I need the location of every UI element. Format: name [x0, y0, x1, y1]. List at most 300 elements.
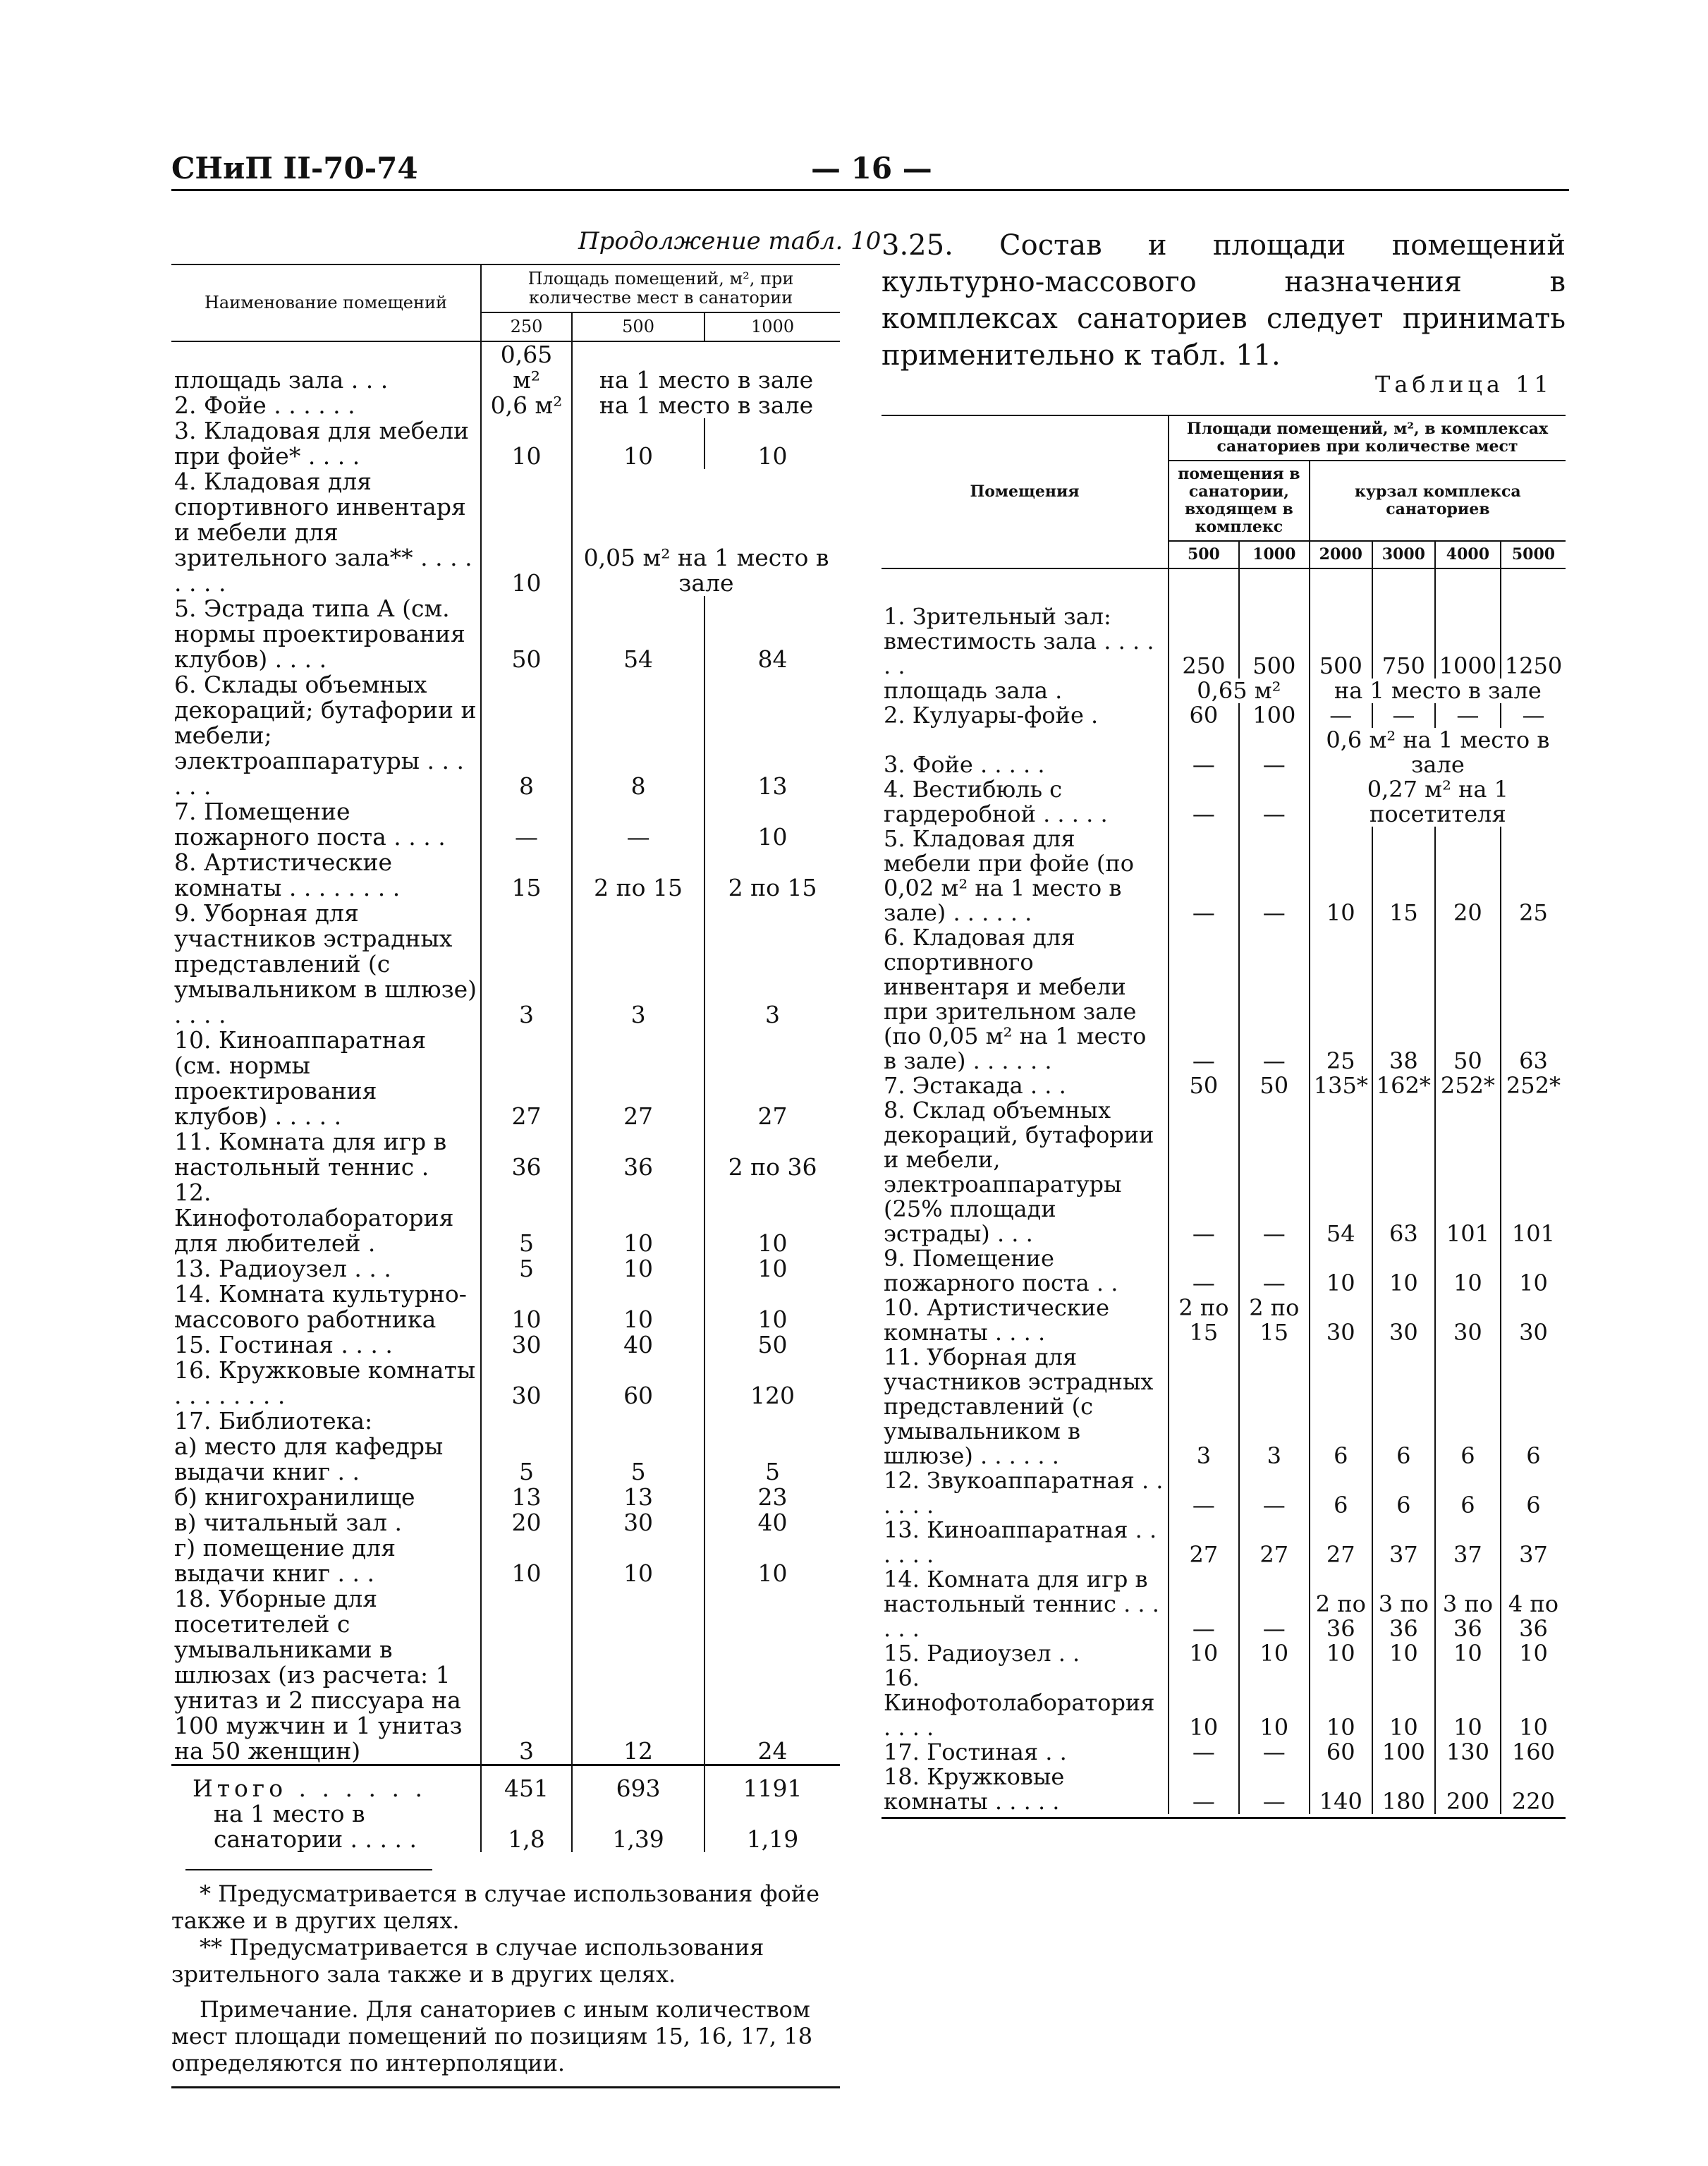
row-name: 7. Эстакада . . . [882, 1073, 1169, 1098]
row-name: вместимость зала . . . . . . [882, 629, 1169, 679]
row-value: 10 [704, 418, 840, 469]
row-value: 50 [704, 1332, 840, 1358]
row-value: 3 [704, 901, 840, 1028]
t10-col-group: Площадь помещений, м², при количестве мест в санатории [481, 264, 840, 312]
row-value: 2 по 15 [1169, 1296, 1239, 1345]
row-name: 16. Кинофотолаборатория . . . . [882, 1666, 1169, 1740]
table-spacer [882, 568, 1566, 604]
row-value [1501, 604, 1566, 629]
row-value: 30 [1310, 1296, 1372, 1345]
row-value: — [1239, 777, 1310, 827]
section-3-25-paragraph: 3.25. Состав и площади помещений культурно-массового назначения в комплексах санаториев следует принимать применительно к табл. 11. [882, 229, 1566, 372]
table-row [171, 1408, 840, 1434]
row-value: 2 по 36 [1310, 1567, 1372, 1641]
t10-col-250: 250 [481, 312, 572, 341]
spacer-cell [1435, 568, 1501, 604]
row-value: — [1501, 703, 1566, 728]
row-name: 5. Эстрада типа А (см. нормы проектирования клубов) . . . . [171, 596, 481, 672]
table-row [171, 1028, 840, 1129]
table-row [171, 1485, 840, 1510]
row-value: 27 [1169, 1518, 1239, 1567]
row-value: 10 [572, 1535, 704, 1586]
t11-col-3000: 3000 [1372, 541, 1435, 568]
row-value: 30 [1372, 1296, 1435, 1345]
row-value: — [1169, 777, 1239, 827]
row-value: 6 [1372, 1468, 1435, 1518]
row-value: 2 по 15 [1239, 1296, 1310, 1345]
row-value: — [572, 799, 704, 850]
table-row [171, 418, 840, 469]
total-row [171, 1765, 840, 1802]
spacer-cell [1310, 568, 1372, 604]
row-value: 10 [704, 799, 840, 850]
row-value: 10 [1501, 1246, 1566, 1296]
t11-col-group: Площади помещений, м², в комплексах санаториев при количестве мест [1169, 415, 1566, 461]
table-row [882, 827, 1566, 925]
row-value: 2 по 15 [704, 850, 840, 901]
row-value: 20 [481, 1510, 572, 1535]
row-value: 36 [572, 1129, 704, 1180]
table10-footnotes [171, 1880, 840, 2076]
row-value: 50 [1239, 1073, 1310, 1098]
t11-col-1000: 1000 [1239, 541, 1310, 568]
row-value: 10 [1169, 1666, 1239, 1740]
row-name: 14. Комната культурно-массового работника [171, 1282, 481, 1332]
t11-sub-kurzal: курзал комплекса санаториев [1310, 461, 1566, 541]
table-row [171, 799, 840, 850]
row-value: 10 [1372, 1641, 1435, 1666]
row-value: 13 [572, 1485, 704, 1510]
table-row [882, 1740, 1566, 1765]
footnote-rule [185, 1869, 432, 1870]
row-value: — [1239, 1567, 1310, 1641]
row-name: площадь зала . [882, 679, 1169, 703]
spacer-cell [1169, 568, 1239, 604]
row-name: 11. Уборная для участников эстрадных представлений (с умывальником в шлюзе) . . . . . . [882, 1345, 1169, 1468]
row-value: 693 [572, 1765, 704, 1802]
row-value: 24 [704, 1586, 840, 1765]
row-value: 1,39 [572, 1801, 704, 1852]
row-value: 30 [572, 1510, 704, 1535]
row-value: 10 [1501, 1641, 1566, 1666]
row-name: 2. Фойе . . . . . . [171, 393, 481, 418]
row-value: — [1239, 827, 1310, 925]
row-value: 10 [1239, 1641, 1310, 1666]
row-value: 63 [1501, 925, 1566, 1073]
row-value: 3 [1169, 1345, 1239, 1468]
row-value: 54 [572, 596, 704, 672]
row-value: — [1239, 728, 1310, 777]
t10-col-name: Наименование помещений [171, 264, 481, 341]
row-value: 10 [1372, 1666, 1435, 1740]
row-value: 10 [1310, 1666, 1372, 1740]
table-row [171, 1180, 840, 1256]
row-value: 10 [481, 1282, 572, 1332]
row-value: 10 [704, 1256, 840, 1282]
row-value: 20 [1435, 827, 1501, 925]
row-value: — [1239, 1765, 1310, 1814]
row-merged-value: на 1 место в зале [572, 341, 840, 393]
t10-col-500: 500 [572, 312, 704, 341]
row-name: 16. Кружковые комнаты . . . . . . . . [171, 1358, 481, 1408]
row-value: 30 [1501, 1296, 1566, 1345]
table-row [882, 703, 1566, 728]
row-value: 6 [1372, 1345, 1435, 1468]
row-name: 1. Зрительный зал: [882, 604, 1169, 629]
row-name: 9. Помещение пожарного поста . . [882, 1246, 1169, 1296]
row-value: 250 [1169, 629, 1239, 679]
spacer-cell [1239, 568, 1310, 604]
row-value: 25 [1501, 827, 1566, 925]
table-row [882, 1345, 1566, 1468]
table-row [171, 901, 840, 1028]
row-value: 6 [1501, 1468, 1566, 1518]
row-name: 15. Радиоузел . . [882, 1641, 1169, 1666]
row-value: 1,8 [481, 1801, 572, 1852]
row-name: 6. Кладовая для спортивного инвентаря и мебели при зрительном зале (по 0,05 м² на 1 место в зале) . . . . . . [882, 925, 1169, 1073]
row-value: 37 [1501, 1518, 1566, 1567]
row-value: 1191 [704, 1765, 840, 1802]
row-value: 25 [1310, 925, 1372, 1073]
table10-caption: Продолжение табл. 10 [578, 227, 882, 255]
row-value: 6 [1435, 1468, 1501, 1518]
row-value: 50 [1169, 1073, 1239, 1098]
row-value [572, 1408, 704, 1434]
row-value: 101 [1501, 1098, 1566, 1246]
row-value: 1,19 [704, 1801, 840, 1852]
row-value: 50 [1435, 925, 1501, 1073]
row-value: — [1169, 1246, 1239, 1296]
row-value: 37 [1435, 1518, 1501, 1567]
row-value: 252* [1501, 1073, 1566, 1098]
row-name: 6. Склады объемных декораций; бутафории и мебели; электроаппаратуры . . . . . . [171, 672, 481, 799]
row-name: 18. Уборные для посетителей с умывальниками в шлюзах (из расчета: 1 унитаз и 2 писсуара на 100 мужчин и 1 унитаз на 50 женщин) [171, 1586, 481, 1765]
row-value: — [1169, 1468, 1239, 1518]
row-name: а) место для кафедры выдачи книг . . [171, 1434, 481, 1485]
row-value: 130 [1435, 1740, 1501, 1765]
row-name: 15. Гостиная . . . . [171, 1332, 481, 1358]
row-value: 84 [704, 596, 840, 672]
row-merged-value: на 1 место в зале [1310, 679, 1566, 703]
row-value: 15 [1372, 827, 1435, 925]
row-name: б) книгохранилище [171, 1485, 481, 1510]
row-value: 30 [481, 1358, 572, 1408]
row-value: 10 [572, 1282, 704, 1332]
row-name: 2. Кулуары-фойе . [882, 703, 1169, 728]
table-row [882, 1567, 1566, 1641]
row-value: — [1239, 1098, 1310, 1246]
table-row [171, 1434, 840, 1485]
row-value: 0,6 м² [481, 393, 572, 418]
row-value: 10 [1169, 1641, 1239, 1666]
row-value: 100 [1239, 703, 1310, 728]
row-value: 2 по 15 [572, 850, 704, 901]
row-value: 27 [481, 1028, 572, 1129]
table-row [171, 1129, 840, 1180]
row-value: 10 [1372, 1246, 1435, 1296]
row-value: 3 [481, 901, 572, 1028]
t11-col-4000: 4000 [1435, 541, 1501, 568]
row-value: 13 [704, 672, 840, 799]
row-value: — [1239, 1468, 1310, 1518]
document-code: СНиП II-70-74 [171, 151, 418, 185]
table-row [882, 629, 1566, 679]
row-name: г) помещение для выдачи книг . . . [171, 1535, 481, 1586]
table-row [171, 1535, 840, 1586]
row-value: — [1239, 1740, 1310, 1765]
table-row [171, 1282, 840, 1332]
table-row [171, 393, 840, 418]
spacer-cell [882, 568, 1169, 604]
table-row [882, 728, 1566, 777]
footnote-1: * Предусматривается в случае использования фойе также и в других целях. [171, 1880, 820, 1934]
row-value: 10 [1239, 1666, 1310, 1740]
t11-col-2000: 2000 [1310, 541, 1372, 568]
table11 [882, 415, 1566, 1814]
row-merged-value: 0,65 м² [1169, 679, 1310, 703]
row-value: 8 [481, 672, 572, 799]
row-value: 135* [1310, 1073, 1372, 1098]
row-value: 3 [481, 1586, 572, 1765]
row-value: 10 [572, 1180, 704, 1256]
spacer-cell [1372, 568, 1435, 604]
t11-sub-sanatorium: помещения в санатории, входящем в комплекс [1169, 461, 1310, 541]
row-name: 13. Киноаппаратная . . . . . . [882, 1518, 1169, 1567]
row-value [1372, 604, 1435, 629]
row-value: 4 по 36 [1501, 1567, 1566, 1641]
row-name: 4. Кладовая для спортивного инвентаря и мебели для зрительного зала** . . . . . . . . [171, 469, 481, 596]
row-value: 2 по 36 [704, 1129, 840, 1180]
table10 [171, 264, 840, 1852]
row-value: 5 [481, 1180, 572, 1256]
row-name: 11. Комната для игр в настольный теннис . [171, 1129, 481, 1180]
row-value: 120 [704, 1358, 840, 1408]
row-name: 9. Уборная для участников эстрадных представлений (с умывальником в шлюзе) . . . . [171, 901, 481, 1028]
row-value: 101 [1435, 1098, 1501, 1246]
row-value: 60 [1169, 703, 1239, 728]
row-value: 1250 [1501, 629, 1566, 679]
table-row [171, 1586, 840, 1765]
row-value: 30 [1435, 1296, 1501, 1345]
row-value: — [1169, 1765, 1239, 1814]
row-name: 5. Кладовая для мебели при фойе (по 0,02 м² на 1 место в зале) . . . . . . [882, 827, 1169, 925]
row-name: 17. Библиотека: [171, 1408, 481, 1434]
row-value: 220 [1501, 1765, 1566, 1814]
table-row [171, 1256, 840, 1282]
row-value: 10 [1435, 1641, 1501, 1666]
row-merged-value: 0,6 м² на 1 место в зале [1310, 728, 1566, 777]
row-value: 50 [481, 596, 572, 672]
row-value: 8 [572, 672, 704, 799]
row-value: 6 [1501, 1345, 1566, 1468]
table-row [171, 341, 840, 393]
row-value: 60 [1310, 1740, 1372, 1765]
table-row [882, 925, 1566, 1073]
row-value: 1000 [1435, 629, 1501, 679]
row-name: 3. Фойе . . . . . [882, 728, 1169, 777]
table-row [882, 1666, 1566, 1740]
row-value: 10 [1501, 1666, 1566, 1740]
row-value: — [1239, 925, 1310, 1073]
left-bottom-rule [171, 2086, 840, 2088]
table-row [882, 1296, 1566, 1345]
row-merged-value: 0,27 м² на 1 посетителя [1310, 777, 1566, 827]
t11-col-500: 500 [1169, 541, 1239, 568]
row-name: 10. Киноаппаратная (см. нормы проектирования клубов) . . . . . [171, 1028, 481, 1129]
footnote-2: ** Предусматривается в случае использования зрительного зала также и в других целях. [171, 1934, 764, 1988]
right-bottom-rule [882, 1817, 1566, 1819]
row-value: 40 [704, 1510, 840, 1535]
row-value: 27 [572, 1028, 704, 1129]
row-value: 6 [1310, 1468, 1372, 1518]
row-value: — [1169, 827, 1239, 925]
table-row [882, 679, 1566, 703]
row-merged-value: на 1 место в зале [572, 393, 840, 418]
row-value: 10 [1435, 1246, 1501, 1296]
row-value: 23 [704, 1485, 840, 1510]
table-row [171, 672, 840, 799]
row-value [481, 1408, 572, 1434]
row-value: 10 [1435, 1666, 1501, 1740]
row-value: 5 [572, 1434, 704, 1485]
spacer-cell [1501, 568, 1566, 604]
table11-caption: Таблица 11 [1375, 371, 1553, 398]
table-row [171, 850, 840, 901]
row-value: 140 [1310, 1765, 1372, 1814]
row-value: 10 [1310, 1641, 1372, 1666]
t10-col-1000: 1000 [704, 312, 840, 341]
row-value: 10 [572, 1256, 704, 1282]
row-value: — [1372, 703, 1435, 728]
row-value: — [1169, 1098, 1239, 1246]
row-name: 3. Кладовая для мебели при фойе* . . . . [171, 418, 481, 469]
row-value: 27 [704, 1028, 840, 1129]
row-value: 60 [572, 1358, 704, 1408]
t11-col-name: Помещения [882, 415, 1169, 568]
row-name: 17. Гостиная . . [882, 1740, 1169, 1765]
row-value [704, 1408, 840, 1434]
row-name: Итого . . . . . . [171, 1765, 481, 1802]
table-row [171, 596, 840, 672]
per-place-row [171, 1801, 840, 1852]
row-value: 500 [1239, 629, 1310, 679]
table-row [171, 469, 840, 596]
row-value: 750 [1372, 629, 1435, 679]
row-name: 7. Помещение пожарного поста . . . . [171, 799, 481, 850]
page-number: — 16 — [811, 151, 932, 185]
table-row [882, 1246, 1566, 1296]
row-value [1169, 604, 1239, 629]
row-value: 200 [1435, 1765, 1501, 1814]
row-value: 10 [481, 1535, 572, 1586]
row-value: 10 [481, 469, 572, 596]
row-value: — [1169, 1567, 1239, 1641]
row-value: 54 [1310, 1098, 1372, 1246]
row-value [1435, 604, 1501, 629]
row-value: 5 [481, 1256, 572, 1282]
table-row [882, 604, 1566, 629]
row-value: 3 [1239, 1345, 1310, 1468]
table-row [171, 1332, 840, 1358]
table-row [882, 1073, 1566, 1098]
row-value: 37 [1372, 1518, 1435, 1567]
row-value: 15 [481, 850, 572, 901]
row-name: площадь зала . . . [171, 341, 481, 393]
row-value: 13 [481, 1485, 572, 1510]
row-value: 6 [1435, 1345, 1501, 1468]
row-name: 12. Кинофотолаборатория для любителей . [171, 1180, 481, 1256]
row-value: 3 по 36 [1435, 1567, 1501, 1641]
row-value: 100 [1372, 1740, 1435, 1765]
row-value: 10 [1310, 827, 1372, 925]
row-value: 10 [1310, 1246, 1372, 1296]
row-value: — [1239, 1246, 1310, 1296]
row-value: 10 [704, 1180, 840, 1256]
table-row [171, 1358, 840, 1408]
row-name: 14. Комната для игр в настольный теннис . . . . . . [882, 1567, 1169, 1641]
row-value: 180 [1372, 1765, 1435, 1814]
row-name: 10. Артистические комнаты . . . . [882, 1296, 1169, 1345]
table-row [171, 1510, 840, 1535]
row-value: 36 [481, 1129, 572, 1180]
row-name: 4. Вестибюль с гардеробной . . . . . [882, 777, 1169, 827]
table-row [882, 1098, 1566, 1246]
row-value: 10 [704, 1282, 840, 1332]
row-value: 5 [481, 1434, 572, 1485]
row-value [1239, 604, 1310, 629]
row-value: 30 [481, 1332, 572, 1358]
table-row [882, 1765, 1566, 1814]
row-value: 3 [572, 901, 704, 1028]
row-value: 40 [572, 1332, 704, 1358]
row-value: — [1310, 703, 1372, 728]
row-value: — [481, 799, 572, 850]
row-value: 27 [1239, 1518, 1310, 1567]
row-value: — [1169, 925, 1239, 1073]
table-row [882, 777, 1566, 827]
row-value: 10 [481, 418, 572, 469]
row-value: — [1169, 1740, 1239, 1765]
row-name: 18. Кружковые комнаты . . . . . [882, 1765, 1169, 1814]
row-value: 10 [572, 418, 704, 469]
row-name: 8. Склад объемных декораций, бутафории и мебели, электроаппаратуры (25% площади эстрады) . . . [882, 1098, 1169, 1246]
row-name: на 1 место в санатории . . . . . [171, 1801, 481, 1852]
row-value: 6 [1310, 1345, 1372, 1468]
row-value: 63 [1372, 1098, 1435, 1246]
row-name: 13. Радиоузел . . . [171, 1256, 481, 1282]
row-value: 38 [1372, 925, 1435, 1073]
row-name: 8. Артистические комнаты . . . . . . . . [171, 850, 481, 901]
row-value: 0,65 м² [481, 341, 572, 393]
row-name: в) читальный зал . [171, 1510, 481, 1535]
table10-note: Примечание. Для санаториев с иным количеством мест площади помещений по позициям 15, 16, 17, 18 определяются по интерполяции. [171, 1996, 813, 2076]
t11-col-5000: 5000 [1501, 541, 1566, 568]
table-row [882, 1518, 1566, 1567]
table-row [882, 1468, 1566, 1518]
row-value: 160 [1501, 1740, 1566, 1765]
row-value: — [1435, 703, 1501, 728]
row-merged-value: 0,05 м² на 1 место в зале [572, 469, 840, 596]
table-row [882, 1641, 1566, 1666]
row-value: 3 по 36 [1372, 1567, 1435, 1641]
row-value: 500 [1310, 629, 1372, 679]
row-name: 12. Звукоаппаратная . . . . . . [882, 1468, 1169, 1518]
row-value: 10 [704, 1535, 840, 1586]
row-value: 451 [481, 1765, 572, 1802]
row-value: — [1169, 728, 1239, 777]
header-rule [171, 189, 1569, 191]
row-value: 27 [1310, 1518, 1372, 1567]
